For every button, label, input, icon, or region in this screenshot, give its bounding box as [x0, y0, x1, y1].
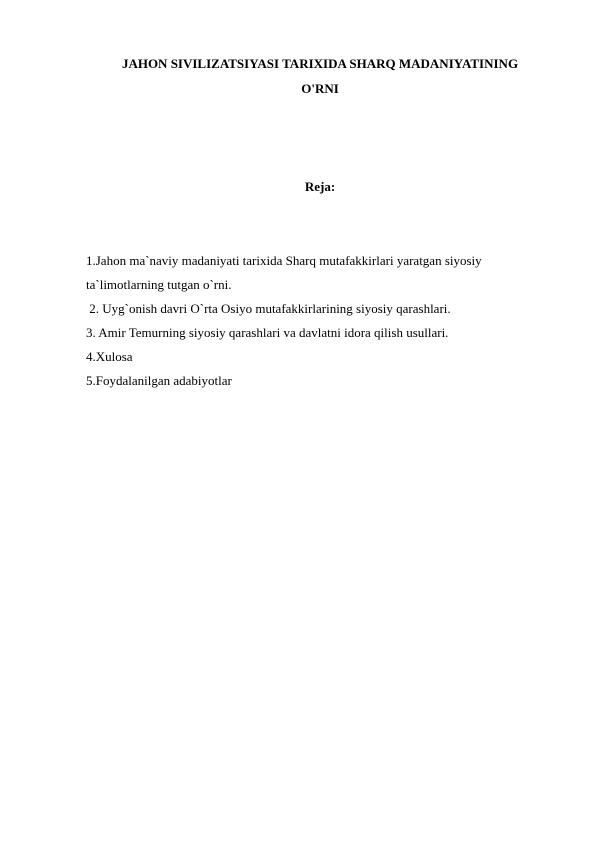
- plan-item: ta`limotlarning tutgan o`rni.: [86, 277, 232, 292]
- plan-item: 3. Amir Temurning siyosiy qarashlari va davlatni idora qilish usullari.: [86, 325, 449, 340]
- document-title-line-2: O'RNI: [301, 81, 339, 96]
- plan-item: 4.Xulosa: [86, 349, 133, 364]
- plan-item: 5.Foydalanilgan adabiyotlar: [86, 373, 232, 388]
- plan-item: 2. Uyg`onish davri O`rta Osiyo mutafakkirlarining siyosiy qarashlari.: [86, 301, 451, 316]
- plan-item: 1.Jahon ma`naviy madaniyati tarixida Sharq mutafakkirlari yaratgan siyosiy: [86, 253, 482, 268]
- document-title-line-1: JAHON SIVILIZATSIYASI TARIXIDA SHARQ MADANIYATINING: [121, 56, 519, 71]
- plan-heading: Reja:: [304, 179, 336, 194]
- plan-list: [86, 249, 536, 393]
